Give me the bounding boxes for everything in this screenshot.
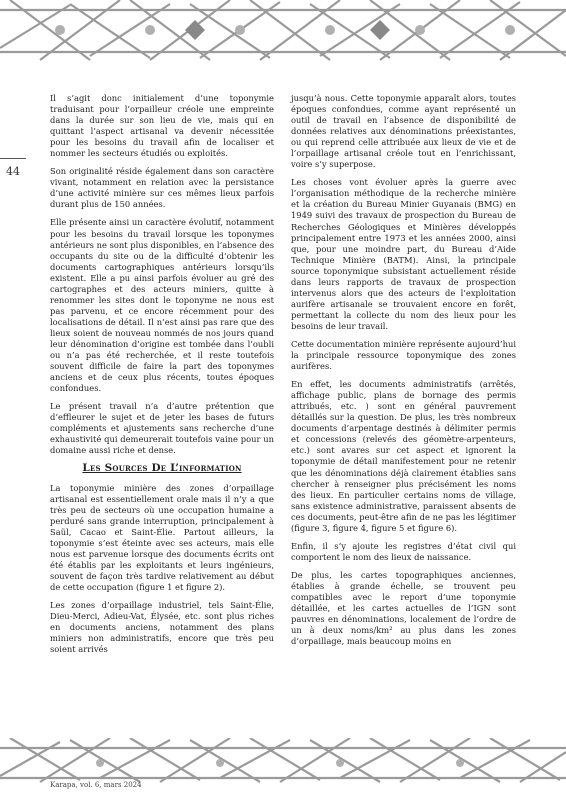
page-number: 44 [6, 165, 20, 178]
right-paragraph-6: De plus, les cartes topographiques anciennes, établies à grande échelle, se trouvent peu compatibles avec le report d’une toponymie détaillée, et les cartes actuelles de l’IGN sont pauvres en dénominations, localement de l’ordre de un à deux noms/km² au plus dans les zones d’orpaillage, mais beaucoup moins en [291, 569, 516, 647]
left-paragraph-1: Il s’agit donc initialement d’une toponymie traduisant pour l’orpailleur créole une empreinte dans la durée sur son lieu de vie, mais qui en quittant l’aspect artisanal va devenir nécessitée pour les besoins du travail afin de localiser et nommer les secteurs étudiés ou exploités. [50, 93, 274, 159]
right-paragraph-2: Les choses vont évoluer après la guerre avec l’organisation méthodique de la recherche minière et la création du Bureau Minier Guyanais (BMG) en 1949 suivi des travaux de prospection du Bureau de Recherches Géologiques et Minières développés principalement entre 1973 et les années 2000, ainsi que, pour une moindre part, du Bureau d’Aide Technique Minière (BATM). Ainsi, la principale source toponymique subsistant actuellement réside dans leurs rapports de travaux de prospection intervenus alors que des acteurs de l’exploitation aurifère artisanale se trouvaient encore en forêt, permettant la collecte du nom des lieux pour les besoins de leur travail. [291, 177, 516, 331]
right-paragraph-5: Enfin, il s’y ajoute les registres d’état civil qui comportent le nom des lieux de naissance. [291, 540, 516, 562]
right-column [291, 93, 516, 654]
right-paragraph-1: jusqu’à nous. Cette toponymie apparaît alors, toutes époques confondues, comme ayant représenté un outil de travail en l’absence de disponibilité de données relatives aux dénominations préexistantes, ou qui reprend celle attribuée aux lieux de vie et de l’orpaillage artisanal créole tout en l’enrichissant, voire s’y superpose. [291, 93, 516, 170]
left-paragraph-2: Son originalité réside également dans son caractère vivant, notamment en relation avec la persistance d’une activité minière sur ces mêmes lieux parfois durant plus de 150 années. [50, 166, 274, 210]
right-paragraph-3: Cette documentation minière représente aujourd’hui la principale ressource toponymique des zones aurifères. [291, 338, 516, 372]
section-heading: Les Sources De L’information [82, 462, 242, 475]
left-paragraph-3: Elle présente ainsi un caractère évolutif, notamment pour les besoins du travail lorsque les toponymes antérieurs ne sont plus disponibles, en l’absence des occupants du site ou de la difficulté d’obtenir les documents cartographiques antérieurs lorsqu’ils existent. Elle a pu ainsi parfois évoluer au gré des cartographes et des acteurs miniers, quitte à renommer les sites dont le toponyme ne nous est pas parvenu, et ce encore récemment pour des localisations de détail. Il n’est ainsi pas rare que des lieux soient de nouveau nommés de nos jours quand leur dénomination d’origine est tombée dans l’oubli ou n’a pas été recherchée, et il reste toutefois souvent difficile de faire la part des toponymes anciens et de ceux plus récents, toutes époques confondues. [50, 217, 274, 394]
decorative-top-band [0, 0, 566, 62]
decorative-bottom-band [0, 738, 566, 800]
left-paragraph-4: Le présent travail n’a d’autre prétention que d’effleurer le sujet et de jeter les bases de futurs compléments et ajustements sans recherche d’une exhaustivité qui demeurerait toutefois vaine pour un domaine aussi riche et dense. [50, 401, 274, 456]
page-number-rule [0, 158, 26, 159]
left-paragraph-5: La toponymie minière des zones d’orpaillage artisanal est essentiellement orale mais il n’y a que très peu de secteurs où une occupation humaine a perduré sans grande interruption, principalement à Saül, Cacao et Saint-Élie. Partout ailleurs, la toponymie s’est éteinte avec ses acteurs, mais elle nous est parvenue lorsque des documents écrits ont été établis par les exploitants et leurs ingénieurs, souvent de façon très tardive relativement au début de cette occupation (figure 1 et figure 2). [50, 482, 274, 592]
right-paragraph-4: En effet, les documents administratifs (arrêtés, affichage public, plans de bornage des permis attribués, etc. ) sont en général pauvrement détaillés sur la question. De plus, les très nombreux documents d’arpentage destinés à délimiter permis et concessions (relevés des géomètre-arpenteurs, etc.) sont avares sur cet aspect et ignorent la toponymie de détail manifestement pour ne retenir que les dénominations déjà clairement établies sans chercher à renseigner plus précisément les noms des lieux. En particulier certains noms de village, sans existence administrative, paraissent absents de ces documents, peut-être afin de ne pas les légitimer (figure 3, figure 4, figure 5 et figure 6). [291, 379, 516, 533]
left-paragraph-6: Les zones d’orpaillage industriel, tels Saint-Élie, Dieu-Merci, Adieu-Vat, Élysée, etc. sont plus riches en documents anciens, notamment des plans miniers non administratifs, encore que très peu soient arrivés [50, 599, 274, 655]
left-column [50, 93, 274, 662]
footer-citation: Karapa, vol. 6, mars 2024 [50, 781, 142, 789]
